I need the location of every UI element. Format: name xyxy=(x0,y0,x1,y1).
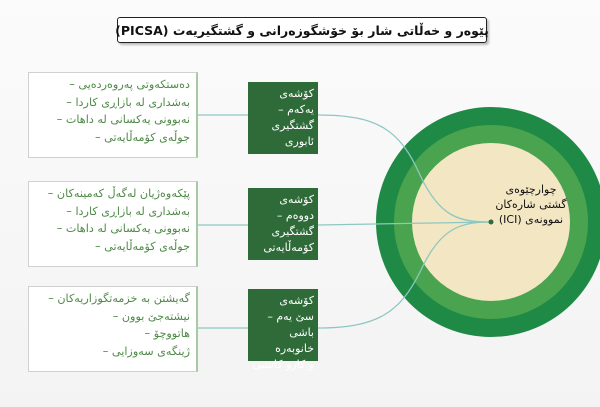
pillar-1-line: گشتگیری xyxy=(271,119,314,132)
pillar-3-list xyxy=(28,286,198,372)
pillar-2-list xyxy=(28,181,198,267)
list-item: نەبوونی یەکسانی لە داهات – xyxy=(56,113,190,126)
list-item: پێکەوەژیان لەگەڵ کەمینەکان – xyxy=(47,187,190,200)
pillar-1-line: کۆشەی xyxy=(279,87,314,100)
pillar-3-line: باشی خانوبەرە xyxy=(275,326,314,355)
list-item: بەشداری لە بازاڕی کاردا – xyxy=(66,204,190,218)
pillar-2-line: کۆشەی xyxy=(279,193,314,206)
list-item: بەشداری لە بازاڕی کاردا – xyxy=(66,95,190,109)
list-item: دەستکەوتی پەروەردەیی – xyxy=(69,78,190,91)
list-item: ژینگەی سەوزایی – xyxy=(102,344,190,358)
pillar-2-line: کۆمەڵایەتی xyxy=(263,241,314,254)
list-item: نەبوونی یەکسانی لە داهات – xyxy=(56,222,190,235)
pillar-1-box xyxy=(248,82,318,154)
list-item: نیشتەجێ بوون – xyxy=(112,309,190,323)
pillar-2-line: گشتگیری xyxy=(271,225,314,238)
diagram-title: پێوەر و خەڵاتی شار بۆ خۆشگوزەرانی و گشتگیریەت (PICSA) xyxy=(117,17,487,43)
pillar-1-line: یەکەم – xyxy=(278,103,314,116)
pillar-3-line: سێ یەم – xyxy=(267,310,314,323)
pillar-1-list xyxy=(28,72,198,158)
pillar-1-line: ئابوری xyxy=(284,135,314,148)
list-item: گەیشتن بە خزمەتگوزاریەکان – xyxy=(48,292,190,305)
pillar-3-line: کۆشەی xyxy=(279,294,314,307)
list-item: جوڵەی کۆمەڵایەتی – xyxy=(94,130,190,144)
pillar-2-box xyxy=(248,188,318,260)
center-label: چوارچێوەی گشتی شارەکان نموونەی (ICI) xyxy=(495,183,567,226)
list-item: هاتووچۆ – xyxy=(144,327,190,340)
list-item: جوڵەی کۆمەڵایەتی – xyxy=(94,239,190,253)
pillar-3-line: و کارو کاسبی xyxy=(252,358,314,371)
pillar-3-box xyxy=(248,289,318,371)
pillar-2-line: دووەم – xyxy=(276,209,314,222)
